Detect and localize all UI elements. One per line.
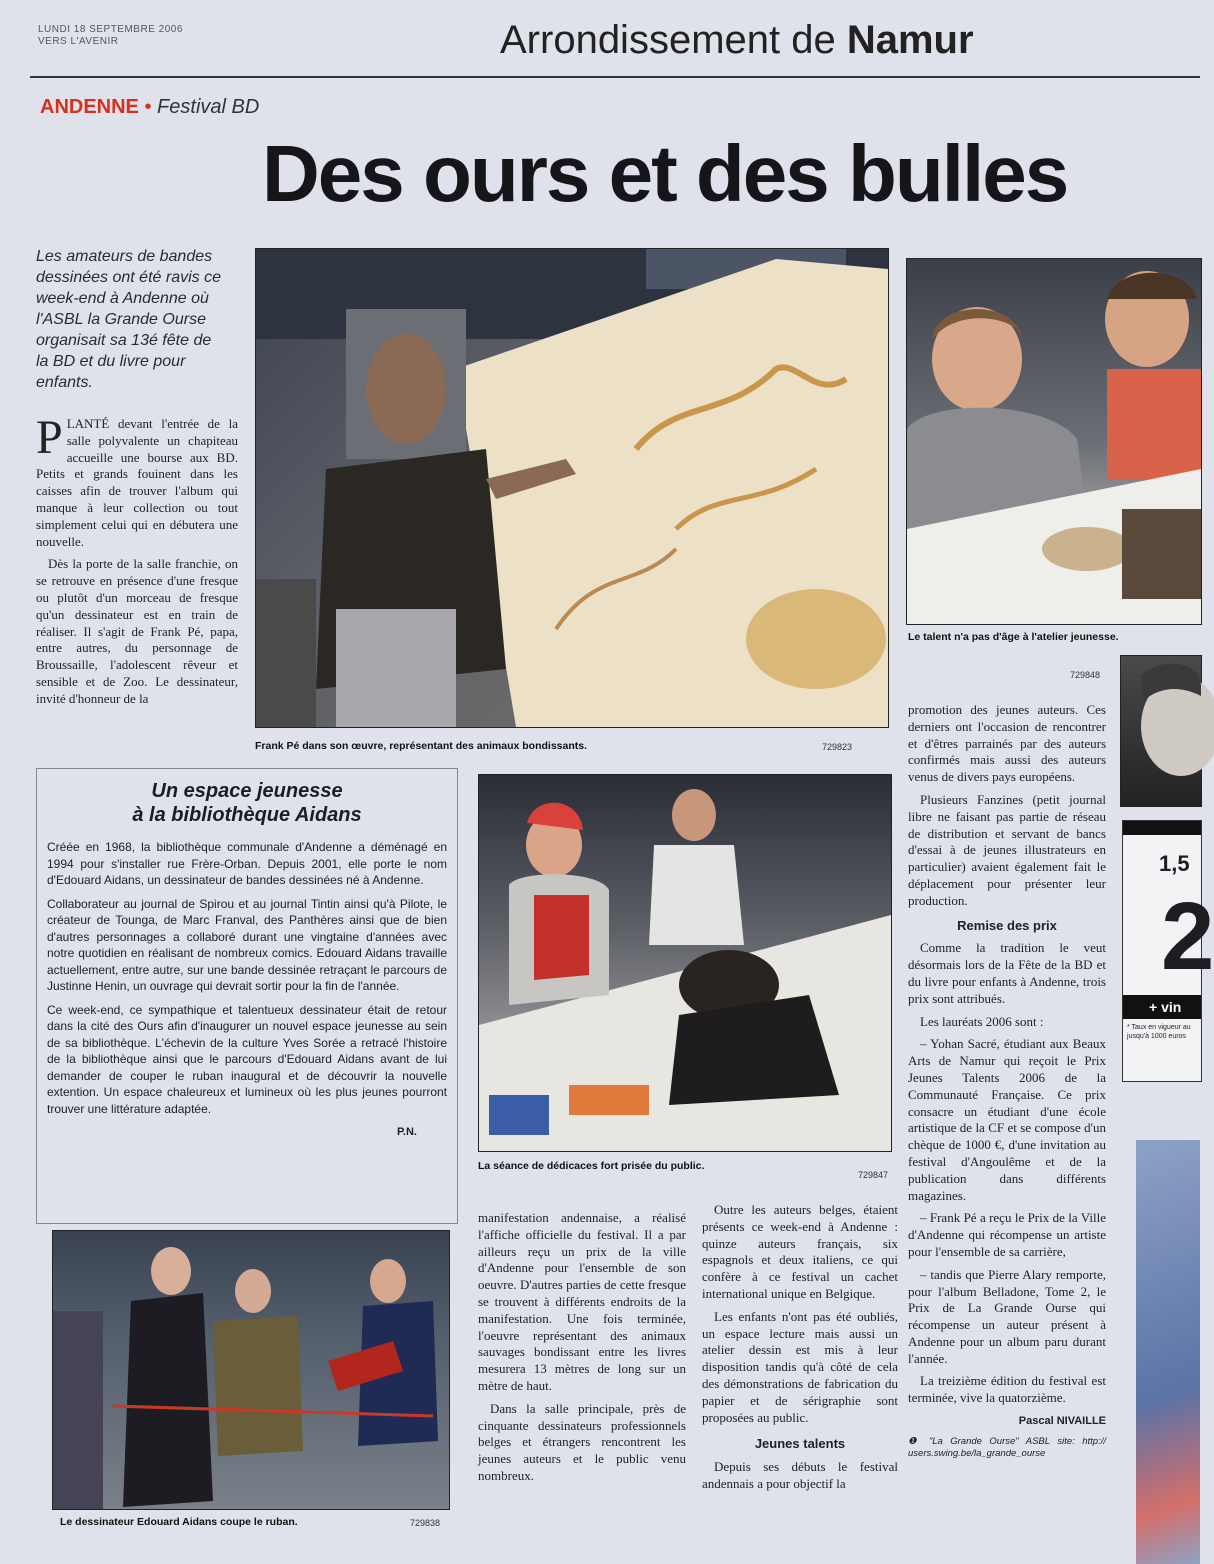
photo-kids	[906, 258, 1202, 625]
right-paragraph-6: – Frank Pé a reçu le Prix de la Ville d'Andenne qui récompense un artiste pour l'ensemble de sa carrière,	[908, 1210, 1106, 1259]
right-paragraph-8: La treizième édition du festival est terminée, vive la quatorzième.	[908, 1373, 1106, 1406]
photo-ribbon-illustration	[53, 1231, 449, 1509]
box-title	[37, 779, 457, 827]
mid1-paragraph-2: Dans la salle principale, près de cinquante dessinateurs professionnels belges et étrangers rencontrent les jeunes auteurs et le public venu nombreux.	[478, 1400, 686, 1483]
masthead-date	[38, 24, 183, 48]
lead-paragraph: Les amateurs de bandes dessinées ont été ravis ce week-end à Andenne où l'ASBL la Grande Ourse organisait sa 13é fête de la BD et du livre pour enfants.	[36, 248, 221, 391]
box-paragraph-2: Collaborateur au journal de Spirou et au journal Tintin ainsi qu'à Pilote, le créateur de Tounga, de Marc Franval, des Panthères ainsi que de bien d'autres personnages a collaboré durant une vingtaine d'années avec notre quotidien en réalisant de nombreux comics. Edouard Aidans travaille actuellement, entre autre, sur une bande dessinée retraçant le parcours de Justinne Henin, un ouvrage qui devrait sortir pour la fin de l'année.	[47, 896, 447, 993]
section-prefix: Arrondissement de	[500, 18, 836, 62]
ad-price: 1,5	[1159, 851, 1190, 876]
right-paragraph-1: promotion des jeunes auteurs. Ces derniers ont l'occasion de rencontrer et d'êtres parrainés par des auteurs confirmés mais aussi des auteurs venus de divers pays européens.	[908, 702, 1106, 785]
col1-paragraph-2: Dès la porte de la salle franchie, on se retrouve en présence d'une fresque ou plutôt d'un morceau de fresque qu'un dessinateur est en train de réaliser. Il s'agit de Frank Pé, papa, entre autres, du personnage de Broussaille, l'adolescent rêveur et sensible et de Zoo. Le dessinateur, invité d'honneur de la	[36, 556, 238, 706]
box-paragraph-1: Créée en 1968, la bibliothèque communale d'Andenne a déménagé en 1994 pour s'installer rue Frère-Orban. Depuis 2001, elle porte le nom d'Edouard Aidans, un dessinateur de bandes dessinées né à Andenne.	[47, 840, 447, 887]
kicker-topic: Festival BD	[157, 96, 260, 118]
mid2-paragraph-3: Depuis ses débuts le festival andennais a pour objectif la	[702, 1459, 898, 1491]
sidebar-box	[36, 768, 458, 1224]
issue-date: LUNDI 18 SEPTEMBRE 2006	[38, 24, 183, 35]
box-paragraph-3: Ce week-end, ce sympathique et talentueux dessinateur était de retour dans la cité des Ours afin d'inaugurer un nouvel espace jeunesse au sein de sa bibliothèque. L'échevin de la culture Yves Sorée a retracé l'histoire de la bibliothèque ainsi que le parcours d'Edouard Aidans avant de lui demander de couper le ruban inaugural et de découvrir la nouvelle extention. Un espace chaleureux et lumineux où les plus jeunes pourront trouver une littérature adaptée.	[47, 1002, 447, 1116]
photo-frank-pe	[255, 248, 889, 728]
photo-signing	[478, 774, 892, 1152]
caption-kids: Le talent n'a pas d'âge à l'atelier jeunesse.	[908, 631, 1119, 643]
photo-signing-illustration	[479, 775, 891, 1151]
ad-big-number: 2	[1161, 883, 1214, 990]
author-first-name: Pascal	[1018, 1415, 1054, 1428]
article-column-1	[36, 411, 238, 714]
article-column-mid-2	[702, 1202, 898, 1499]
kicker-bullet: •	[144, 96, 152, 118]
box-signature: P.N.	[397, 1126, 417, 1138]
author-signature	[908, 1413, 1106, 1430]
photo-kids-illustration	[907, 259, 1201, 624]
section-name: Namur	[846, 18, 974, 62]
drop-cap: P	[36, 411, 63, 464]
ad-plus: + vin	[1123, 995, 1201, 1019]
author-last-name: NIVAILLE	[1056, 1415, 1106, 1428]
advertisement	[1122, 820, 1214, 1082]
subhead-jeunes-talents: Jeunes talents	[754, 1436, 846, 1452]
caption-frank-pe: Frank Pé dans son œuvre, représentant des animaux bondissants.	[255, 740, 588, 752]
right-paragraph-2: Plusieurs Fanzines (petit journal libre ne faisant pas partie de réseau de distribution et servant de bancs d'essai à de jeunes illustrateurs en particulier) avaient également fait le déplacement pour présenter leur production.	[908, 791, 1106, 908]
ad-fine-print: * Taux en vigueur au jusqu'à 1000 euros	[1127, 1024, 1191, 1040]
ref-kids: 729848	[1070, 670, 1101, 680]
right-paragraph-7: – tandis que Pierre Alary remporte, pour l'album Belladone, Tome 2, le Prix de La Grande Ourse qui récompense un auteur présent à Andenne pour un album paru durant l'année.	[908, 1266, 1106, 1366]
ref-frank-pe: 729823	[822, 742, 853, 752]
box-title-line-1: Un espace jeunesse	[151, 780, 343, 802]
section-title	[500, 18, 974, 63]
photo-frank-pe-illustration	[256, 249, 888, 727]
ref-ribbon: 729838	[410, 1518, 441, 1528]
right-paragraph-4: Les lauréats 2006 sont :	[920, 1013, 1044, 1029]
caption-ribbon: Le dessinateur Edouard Aidans coupe le ruban.	[60, 1516, 298, 1528]
portrait-photo	[1120, 655, 1202, 807]
kicker	[40, 96, 259, 119]
kicker-place: ANDENNE	[40, 96, 139, 118]
top-rule	[30, 76, 1200, 78]
portrait-illustration	[1121, 656, 1201, 806]
box-body	[37, 827, 457, 1141]
info-icon: ❶	[908, 1435, 929, 1447]
ref-signing: 729847	[858, 1170, 889, 1180]
mid1-paragraph-1: manifestation andennaise, a réalisé l'affiche officielle du festival. Il a par ailleurs reçu un prix de la ville d'Andenne pour l'ensemble de son oeuvre. D'autres parties de cette fresque se trouvent à différents endroits de la manifestation. Une fois terminée, l'oeuvre représentant des animaux sauvages bondissant entre les livres mesurera 13 mètres de long sur un mètre de haut.	[478, 1210, 686, 1393]
box-title-line-2: à la bibliothèque Aidans	[132, 804, 362, 826]
ad-image	[1136, 1140, 1200, 1564]
caption-signing: La séance de dédicaces fort prisée du public.	[478, 1160, 705, 1172]
info-note	[908, 1436, 1106, 1460]
right-paragraph-3: Comme la tradition le veut désormais lors de la Fête de la BD et du livre pour enfants à Andenne, trois prix sont attribués.	[908, 940, 1106, 1006]
right-paragraph-5: – Yohan Sacré, étudiant aux Beaux Arts de Namur qui reçoit le Prix Jeunes Talents 2006 de la Communauté Française. Ce prix consacre un étudiant d'une école artistique de la CF et se compose d'un chèque de 1000 €, d'une invitation au festival d'Angoulême et de la publication dans différents magazines.	[908, 1036, 1106, 1203]
info-text: "La Grande Ourse" ASBL site: http:// users.swing.be/la_grande_ourse	[908, 1435, 1107, 1459]
mid2-paragraph-1: Outre les auteurs belges, étaient présents ce week-end à Andenne : quinze auteurs français, six espagnols et deux italiens, ce qui confère à ce festival un cachet international unique en Belgique.	[702, 1202, 898, 1301]
col1-paragraph-1: LANTÉ devant l'entrée de la salle polyvalente un chapiteau accueille une bourse aux BD. Petits et grands fouinent dans les caisses afin de trouver l'album qui manque à leur collection ou tout simplement celui qui en débutera une nouvelle.	[36, 416, 238, 549]
subhead-remise-des-prix: Remise des prix	[957, 917, 1057, 933]
photo-ribbon	[52, 1230, 450, 1510]
newspaper-name: VERS L'AVENIR	[38, 36, 119, 47]
headline: Des ours et des bulles	[262, 129, 1068, 218]
mid2-paragraph-2: Les enfants n'ont pas été oubliés, un espace lecture mais aussi un atelier dessin est mis à leur disposition tandis qu'à côté de cela des démonstrations de fabrication du papier et de sérigraphie sont proposées au public.	[702, 1308, 898, 1425]
article-column-right	[908, 702, 1106, 1460]
article-column-mid-1	[478, 1210, 686, 1491]
